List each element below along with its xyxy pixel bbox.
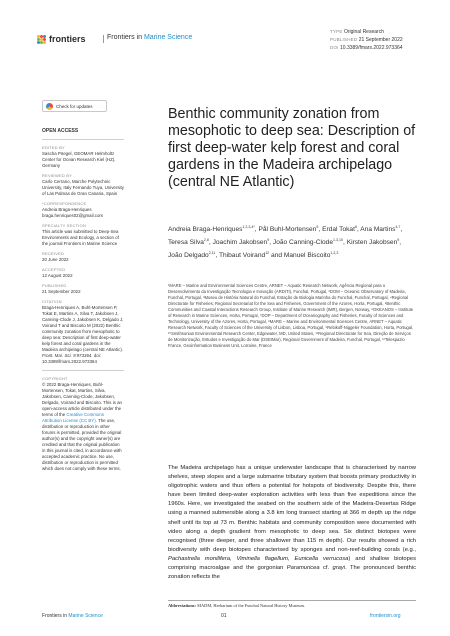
footer-journal[interactable]: Frontiers in Marine Science	[42, 613, 103, 619]
journal-name[interactable]: Frontiers in Marine Science	[107, 34, 193, 41]
author-name[interactable]: Pål Buhl-Mortensen	[258, 226, 317, 234]
author-name[interactable]: Teresa Silva	[168, 239, 204, 247]
header-divider	[103, 35, 104, 43]
author-affiliation-marker: 6	[354, 225, 357, 229]
accepted-date: 12 August 2022	[42, 273, 73, 278]
page-number: 01	[221, 613, 227, 619]
author-affiliation-marker: 12	[265, 251, 270, 256]
received-date: 20 June 2022	[42, 257, 69, 262]
edited-by: Sascha Pöegel, GEOMAR Helmholtz Center for Ocean Research Kiel (HZ), Germany	[42, 151, 116, 168]
check-updates-icon	[46, 103, 53, 110]
open-access-label: OPEN ACCESS	[42, 128, 79, 134]
reviewed-by: Carlo Cerrano, Marche Polytechnic University, Italy Fernando Tuya, University of Las Palmas de Gran Canaria, Spain	[42, 179, 124, 196]
author-name[interactable]: Kirsten Jakobsen	[346, 239, 398, 247]
cc-by-license-link[interactable]: Creative Commons Attribution License (CC BY).	[42, 412, 104, 423]
doi[interactable]: 10.3389/fmars.2022.973364	[340, 45, 403, 51]
footnote-divider	[168, 600, 416, 601]
author-list: Andreia Braga-Henriques$^{1,2,3,4*}$, Pål Buhl-Mortensen$^5$, Erdal Tokat$^6$, Ana Martins$^{4,7}$, Teresa Silva$^{2,8}$, Joachim Jakobsen$^9$, João Canning-Clode$^{1,3,10}$, Kirsten Jakobsen$^9$, João Delgado$^{2,11}$, Thibaut Voirand$^{12}$ and Manuel Biscoito$^{1,2,3}$	[168, 225, 403, 260]
author-affiliation-marker: 5	[316, 225, 319, 229]
author-name[interactable]: Erdal Tokat	[322, 226, 355, 234]
author-affiliation-marker: 2,8	[203, 238, 209, 243]
author-name[interactable]: Andreia Braga-Henriques	[168, 226, 243, 234]
author-affiliation-marker: 4,7	[395, 225, 401, 229]
published-date: 21 September 2022	[358, 37, 403, 43]
abbreviations-note: Abbreviations: MADM, Herbarium of the Funchal Natural History Museum.	[168, 603, 305, 608]
author-affiliation-marker: 1,2,3,4*	[242, 225, 255, 229]
frontiers-logo-icon	[37, 35, 46, 44]
abstract: The Madeira archipelago has a unique underwater landscape that is characterised by narrow shelves, steep slopes and a large submarine tributary system that boosts primary productivity in oligotrophic waters and thus offers a potential for hotspots of biodiversity. Despite this, there have been limited deep-water exploration activities with less than five expeditions since the 1960s. Here, we investigated the seabed on the southern side of the Madeira-Desertas Ridge using a manned submersible along a 3.8 km long transect starting at 366 m depth up the ridge shelf until its top at 73 m. Benthic habitats and community composition were documented with video along a depth gradient from mesophotic to deep sea. Six distinct biotopes were recognised (three deeper, and three shallower than 115 m depth). Our results showed a rich biodiversity with deep biotopes characterised by sponges and non-reef-building corals (e.g., Pachastrella monilifera, Viminella flagellum, Eunicella verrucosa) and shallow biotopes comprising macroalgae and the gorgonian Paramuricea cf. grayi. The pronounced benthic zonation reflects the	[168, 465, 417, 581]
article-sidebar: OPEN ACCESS EDITED BY Sascha Pöegel, GEOMAR Helmholtz Center for Ocean Research Kiel (HZ), Germany REVIEWED BY Carlo Cerrano, Marche Polytechnic University, Italy Fernando Tuya, University of Las Palmas de Gran Canaria, Spain *CORRESPONDENCE Andreia Braga-Henriques braga.henriques02@gmail.com SPECIALTY SECTION This article was submitted to Deep-Sea Environments and Ecology, a section of the journal Frontiers in Marine Science RECEIVED 20 June 2022 ACCEPTED 12 August 2022 PUBLISHED 21 September 2022 CITATION Braga-Henriques A, Buhl-Mortensen P, Tokat E, Martins A, Silva T, Jakobsen J, Canning-Clode J, Jakobsen K, Delgado J, Voirand T and Biscoito M (2022) Benthic community zonation from mesophotic to deep sea: Description of first deep-water kelp forest and coral gardens in the Madeira archipelago (central NE Atlantic). Front. Mar. Sci. 9:973364. doi: 10.3389/fmars.2022.973364 COPYRIGHT © 2022 Braga-Henriques, Buhl-Mortensen, Tokat, Martins, Silva, Jakobsen, Canning-Clode, Jakobsen, Delgado, Voirand and Biscoito. This is an open-access article distributed under the terms of the Creative Commons Attribution License (CC BY). The use, distribution or reproduction in other forums is permitted, provided the original author(s) and the copyright owner(s) are credited and that the original publication in this journal is cited, in accordance with accepted academic practice. No use, distribution or reproduction is permitted which does not comply with these terms.	[42, 128, 124, 471]
author-affiliation-marker: 1,2,3	[330, 251, 339, 256]
author-affiliation-marker: 2,11	[208, 251, 216, 256]
author-affiliation-marker: 9	[267, 238, 270, 243]
article-type: Original Research	[343, 29, 384, 35]
article-title: Benthic community zonation from mesophotic to deep sea: Description of first deep-water kelp forest and coral gardens in the Madeira archipelago (central NE Atlantic)	[168, 106, 416, 190]
author-name[interactable]: João Canning-Clode	[272, 239, 334, 247]
correspondence[interactable]: Andreia Braga-Henriques braga.henriques02@gmail.com	[42, 207, 104, 218]
check-updates-button[interactable]: Check for updates	[42, 100, 107, 112]
sidebar-published-date: 21 September 2022	[42, 289, 81, 294]
journal-title-highlight: Marine Science	[143, 34, 193, 41]
article-meta: TYPE Original Research PUBLISHED 21 September 2022 DOI 10.3389/fmars.2022.973364	[330, 29, 403, 51]
citation: Braga-Henriques A, Buhl-Mortensen P, Tokat E, Martins A, Silva T, Jakobsen J, Canning-Clode J, Jakobsen K, Delgado J, Voirand T and Biscoito M (2022) Benthic community zonation from mesophotic to deep sea: Description of first deep-water kelp forest and coral gardens in the Madeira archipelago (central NE Atlantic). Front. Mar. Sci. 9:973364. doi: 10.3389/fmars.2022.973364	[42, 305, 124, 364]
brand-name: frontiers	[49, 34, 86, 44]
affiliations: ¹MARE – Marine and Environmental Sciences Centre, ARNET – Aquatic Research Network, Agência Regional para o Desenvolvimento da Investigação Tecnologia e Inovação (ARDITI), Funchal, Portugal, ²DOM – Oceanic Observatory of Madeira, Funchal, Portugal, ³Museu de História Natural do Funchal, Estação de Biologia Marinha do Funchal, Funchal, Portugal, ⁴Regional Directorate for Fisheries, Regional Secretariat for the Sea and Fisheries, Government of the Azores, Horta, Portugal, ⁵Benthic Communities and Coastal Interactions Research Group, Institute of Marine Research (IMR), Bergen, Norway, ⁶OKEANOS – Institute of Research in Marine Sciences, Horta, Portugal, ⁷DOP – Department of Oceanography and Fisheries, Faculty of Sciences and Technology, University of the Azores, Horta, Portugal, ⁸MARE – Marine and Environmental Sciences Centre, ARNET – Aquatic Research Network, Faculty of Sciences of the University of Lisbon, Lisboa, Portugal, ⁹Rebikoff-Niggeler Foundation, Horta, Portugal, ¹⁰Smithsonian Environmental Research Center, Edgewater, MD, United States, ¹¹Regional Directorate for Sea, Direção de Serviços de Monitorização, Estudos e Investigação do Mar (DSEIMar), Regional Government of Madeira, Funchal, Portugal, ¹²Telespazio France, Geoinformation Business Unit, Lorraine, France	[168, 283, 414, 348]
author-name[interactable]: and Manuel Biscoito	[271, 252, 331, 260]
copyright: © 2022 Braga-Henriques, Buhl-Mortensen, Tokat, Martins, Silva, Jakobsen, Canning-Clode, Jakobsen, Delgado, Voirand and Biscoito. This is an open-access article distributed under the terms of the Creative Commons Attribution License (CC BY). The use, distribution or reproduction in other forums is permitted, provided the original author(s) and the copyright owner(s) are credited and that the original publication in this journal is cited, in accordance with accepted academic practice. No use, distribution or reproduction is permitted which does not comply with these terms.	[42, 382, 122, 471]
footer-website-link[interactable]: frontiersin.org	[370, 613, 401, 619]
frontiers-logo[interactable]	[37, 34, 86, 44]
author-name[interactable]: Ana Martins	[360, 226, 396, 234]
author-name[interactable]: Joachim Jakobsen	[212, 239, 268, 247]
author-affiliation-marker: 1,3,10	[333, 238, 344, 243]
specialty-section: This article was submitted to Deep-Sea Environments and Ecology, a section of the journal Frontiers in Marine Science	[42, 229, 119, 246]
author-affiliation-marker: 9	[397, 238, 400, 243]
author-name[interactable]: João Delgado	[168, 252, 209, 260]
author-name[interactable]: Thibaut Voirand	[218, 252, 266, 260]
